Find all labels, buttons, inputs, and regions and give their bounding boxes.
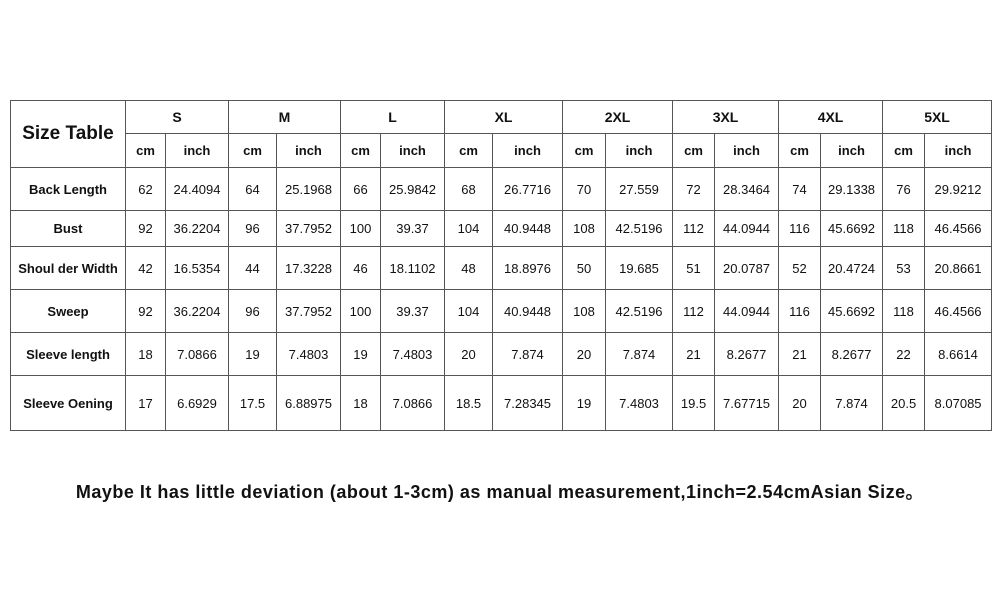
table-cell: 96 xyxy=(229,290,277,333)
unit-inch: inch xyxy=(821,134,883,168)
table-cell: 18.1102 xyxy=(381,247,445,290)
table-cell: 21 xyxy=(673,333,715,376)
table-cell: 46.4566 xyxy=(925,211,992,247)
table-cell: 18 xyxy=(341,376,381,431)
table-cell: 116 xyxy=(779,290,821,333)
unit-inch: inch xyxy=(277,134,341,168)
unit-cm: cm xyxy=(341,134,381,168)
table-cell: 46 xyxy=(341,247,381,290)
table-cell: 7.28345 xyxy=(493,376,563,431)
table-cell: 8.07085 xyxy=(925,376,992,431)
unit-cm: cm xyxy=(229,134,277,168)
table-row xyxy=(11,211,992,247)
table-cell: 7.874 xyxy=(493,333,563,376)
table-cell: 92 xyxy=(126,290,166,333)
table-cell: 21 xyxy=(779,333,821,376)
table-cell: 17 xyxy=(126,376,166,431)
table-cell: 28.3464 xyxy=(715,168,779,211)
table-cell: 39.37 xyxy=(381,211,445,247)
table-cell: 52 xyxy=(779,247,821,290)
table-cell: 112 xyxy=(673,211,715,247)
size-header: S xyxy=(126,101,229,134)
table-cell: 72 xyxy=(673,168,715,211)
table-cell: 20 xyxy=(563,333,606,376)
table-cell: 108 xyxy=(563,211,606,247)
table-cell: 7.4803 xyxy=(381,333,445,376)
table-cell: 46.4566 xyxy=(925,290,992,333)
table-cell: 7.874 xyxy=(821,376,883,431)
table-cell: 64 xyxy=(229,168,277,211)
table-cell: 92 xyxy=(126,211,166,247)
row-label-shoulder-width: Shoul der Width xyxy=(11,247,126,290)
table-cell: 40.9448 xyxy=(493,290,563,333)
table-cell: 6.6929 xyxy=(166,376,229,431)
unit-cm: cm xyxy=(779,134,821,168)
table-cell: 19.685 xyxy=(606,247,673,290)
size-header: L xyxy=(341,101,445,134)
table-cell: 29.1338 xyxy=(821,168,883,211)
table-cell: 50 xyxy=(563,247,606,290)
table-cell: 7.4803 xyxy=(277,333,341,376)
row-label-bust: Bust xyxy=(11,211,126,247)
unit-inch: inch xyxy=(606,134,673,168)
table-cell: 104 xyxy=(445,290,493,333)
table-cell: 7.874 xyxy=(606,333,673,376)
table-cell: 8.2677 xyxy=(821,333,883,376)
table-cell: 100 xyxy=(341,211,381,247)
table-cell: 68 xyxy=(445,168,493,211)
table-cell: 20 xyxy=(445,333,493,376)
table-cell: 40.9448 xyxy=(493,211,563,247)
size-table xyxy=(10,100,992,431)
table-cell: 42.5196 xyxy=(606,211,673,247)
unit-cm: cm xyxy=(563,134,606,168)
table-cell: 37.7952 xyxy=(277,211,341,247)
table-cell: 19 xyxy=(229,333,277,376)
size-header: XL xyxy=(445,101,563,134)
table-cell: 20.8661 xyxy=(925,247,992,290)
table-cell: 20.0787 xyxy=(715,247,779,290)
unit-inch: inch xyxy=(925,134,992,168)
table-cell: 96 xyxy=(229,211,277,247)
table-cell: 45.6692 xyxy=(821,290,883,333)
table-cell: 118 xyxy=(883,211,925,247)
size-header: 4XL xyxy=(779,101,883,134)
table-cell: 27.559 xyxy=(606,168,673,211)
table-cell: 44.0944 xyxy=(715,211,779,247)
table-cell: 18.8976 xyxy=(493,247,563,290)
table-cell: 19 xyxy=(341,333,381,376)
table-cell: 18 xyxy=(126,333,166,376)
size-header: 5XL xyxy=(883,101,992,134)
table-cell: 116 xyxy=(779,211,821,247)
table-cell: 29.9212 xyxy=(925,168,992,211)
table-cell: 51 xyxy=(673,247,715,290)
table-row xyxy=(11,376,992,431)
unit-cm: cm xyxy=(883,134,925,168)
row-label-sweep: Sweep xyxy=(11,290,126,333)
size-header-row xyxy=(11,101,992,134)
unit-cm: cm xyxy=(673,134,715,168)
size-header: 2XL xyxy=(563,101,673,134)
unit-cm: cm xyxy=(445,134,493,168)
unit-inch: inch xyxy=(381,134,445,168)
unit-header-row xyxy=(11,134,992,168)
table-cell: 70 xyxy=(563,168,606,211)
table-row xyxy=(11,333,992,376)
unit-cm: cm xyxy=(126,134,166,168)
table-cell: 7.0866 xyxy=(166,333,229,376)
table-cell: 17.5 xyxy=(229,376,277,431)
table-title: Size Table xyxy=(11,101,126,168)
table-cell: 118 xyxy=(883,290,925,333)
unit-inch: inch xyxy=(166,134,229,168)
size-header: M xyxy=(229,101,341,134)
table-cell: 45.6692 xyxy=(821,211,883,247)
size-header: 3XL xyxy=(673,101,779,134)
table-cell: 22 xyxy=(883,333,925,376)
table-cell: 17.3228 xyxy=(277,247,341,290)
table-cell: 20.5 xyxy=(883,376,925,431)
table-cell: 20 xyxy=(779,376,821,431)
table-cell: 26.7716 xyxy=(493,168,563,211)
table-cell: 36.2204 xyxy=(166,290,229,333)
table-cell: 62 xyxy=(126,168,166,211)
table-cell: 44.0944 xyxy=(715,290,779,333)
table-cell: 7.4803 xyxy=(606,376,673,431)
table-cell: 19.5 xyxy=(673,376,715,431)
row-label-back-length: Back Length xyxy=(11,168,126,211)
table-cell: 48 xyxy=(445,247,493,290)
table-row xyxy=(11,168,992,211)
table-cell: 18.5 xyxy=(445,376,493,431)
table-cell: 7.67715 xyxy=(715,376,779,431)
table-cell: 20.4724 xyxy=(821,247,883,290)
table-cell: 39.37 xyxy=(381,290,445,333)
unit-inch: inch xyxy=(493,134,563,168)
unit-inch: inch xyxy=(715,134,779,168)
table-cell: 16.5354 xyxy=(166,247,229,290)
table-cell: 36.2204 xyxy=(166,211,229,247)
measurement-note: Maybe It has little deviation (about 1-3cm) as manual measurement,1inch=2.54cmAsian Size。 xyxy=(75,482,925,502)
row-label-sleeve-length: Sleeve length xyxy=(11,333,126,376)
table-row xyxy=(11,247,992,290)
table-cell: 108 xyxy=(563,290,606,333)
table-cell: 24.4094 xyxy=(166,168,229,211)
table-row xyxy=(11,290,992,333)
table-cell: 25.9842 xyxy=(381,168,445,211)
table-cell: 66 xyxy=(341,168,381,211)
table-cell: 44 xyxy=(229,247,277,290)
table-cell: 76 xyxy=(883,168,925,211)
table-cell: 6.88975 xyxy=(277,376,341,431)
table-cell: 42 xyxy=(126,247,166,290)
table-cell: 53 xyxy=(883,247,925,290)
table-cell: 25.1968 xyxy=(277,168,341,211)
table-cell: 8.2677 xyxy=(715,333,779,376)
row-label-sleeve-opening: Sleeve Oening xyxy=(11,376,126,431)
table-cell: 19 xyxy=(563,376,606,431)
table-cell: 42.5196 xyxy=(606,290,673,333)
table-cell: 74 xyxy=(779,168,821,211)
table-cell: 100 xyxy=(341,290,381,333)
table-cell: 104 xyxy=(445,211,493,247)
table-cell: 8.6614 xyxy=(925,333,992,376)
table-cell: 37.7952 xyxy=(277,290,341,333)
table-cell: 7.0866 xyxy=(381,376,445,431)
table-cell: 112 xyxy=(673,290,715,333)
